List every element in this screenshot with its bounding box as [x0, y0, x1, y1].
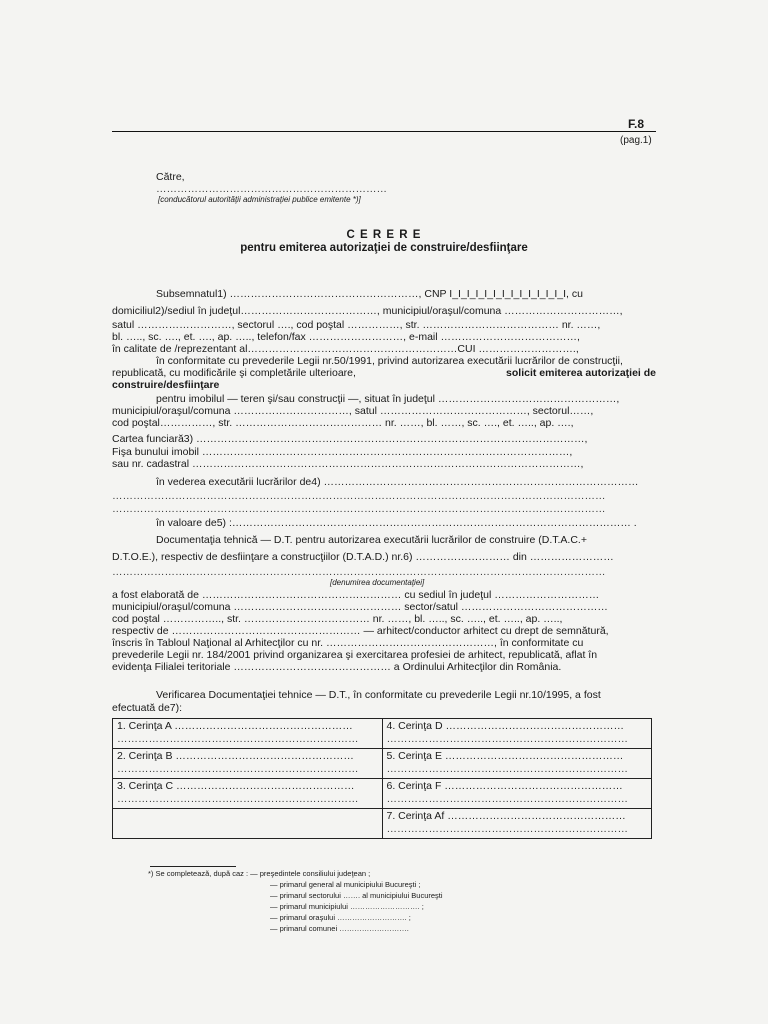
- footnote-line-3: — primarul sectorului ……. al municipiului Bucureşti: [270, 891, 443, 900]
- requirement-cell-d[interactable]: 4. Cerinţa D …………………………………………… ……………………………………………………………: [382, 719, 652, 749]
- footnote-line-4: — primarul municipiului ………………………. ;: [270, 902, 424, 911]
- requirement-cell-f[interactable]: 6. Cerinţa F …………………………………………… ……………………………………………………………: [382, 779, 652, 809]
- document-title: C E R E R E: [346, 229, 422, 241]
- to-label: Către,: [156, 171, 185, 183]
- works-continuation-1[interactable]: ……………………………………………………………………………………………………………………………: [112, 490, 606, 502]
- request-type: construire/desfiinţare: [112, 379, 220, 391]
- property-sheet-line[interactable]: Fişa bunului imobil ……………………………………………………………………………………………,: [112, 446, 573, 458]
- verification-by-label: efectuată de7):: [112, 702, 183, 714]
- footnote-line-1: *) Se completează, după caz : — preşedintele consiliului judeţean ;: [148, 869, 371, 878]
- to-authority-field[interactable]: …………………………………………………………: [156, 183, 387, 195]
- header-rule: [112, 131, 656, 132]
- law-reference-cont: [112, 367, 656, 379]
- to-caption: [conducătorul autorităţii administraţiei publice emitente *)]: [158, 195, 361, 204]
- applicant-line[interactable]: Subsemnatul1) ………………………………………………, CNP I_I_I_I_I_I_I_I_I_I_I_I_I_I, cu: [156, 288, 583, 300]
- representative-line[interactable]: în calitate de /reprezentant al……………………………………………………CUI ……………………….,: [112, 343, 579, 355]
- documentation-number-line[interactable]: D.T.O.E.), respectiv de desfiinţare a construcţiilor (D.T.A.D.) nr.6) ……………………… din ……………………: [112, 551, 614, 563]
- architect-branch-line[interactable]: evidenţa Filialei teritoriale ……………………………………… a Ordinului Arhitecţilor din România.: [112, 661, 562, 673]
- property-line[interactable]: pentru imobilul — teren şi/sau construcţii —, situat în judeţul ……………………………………………,: [156, 393, 620, 405]
- requirement-cell-c[interactable]: 3. Cerinţa C …………………………………………… ……………………………………………………………: [113, 779, 383, 809]
- law-reference-text: republicată, cu modificările şi completările ulterioare,: [112, 367, 356, 379]
- page-label: (pag.1): [620, 135, 652, 146]
- elaborated-by-line[interactable]: a fost elaborată de ………………………………………………… cu sediul în judeţul …………………………: [112, 589, 600, 601]
- elaborator-locality-line[interactable]: municipiul/oraşul/comuna ………………………………………… sector/satul ……………………………………: [112, 601, 608, 613]
- documentation-caption: [denumirea documentaţiei]: [330, 578, 425, 587]
- requirement-cell-af[interactable]: 7. Cerinţa Af …………………………………………… ……………………………………………………………: [382, 809, 652, 839]
- requirement-cell-empty: [113, 809, 383, 839]
- table-row: [113, 719, 652, 749]
- form-code: F.8: [628, 117, 645, 131]
- property-locality-line[interactable]: municipiul/oraşul/comuna ……………………………, satul ……………………………………, sectorul……,: [112, 405, 594, 417]
- works-line[interactable]: în vederea executării lucrărilor de4) ………………………………………………………………………………: [156, 476, 639, 488]
- works-continuation-2[interactable]: ……………………………………………………………………………………………………………………………: [112, 503, 606, 515]
- solicit-text: solicit emiterea autorizaţiei de: [506, 367, 656, 379]
- architect-law-line: prevederile Legii nr. 184/2001 privind organizarea şi exercitarea profesiei de arhitect, republicată, aflat în: [112, 649, 598, 661]
- documentation-name-field[interactable]: ……………………………………………………………………………………………………………………………: [112, 566, 606, 578]
- domicile-line[interactable]: domiciliul2)/sediul în judeţul…………………………………, municipiul/oraşul/comuna ……………………………,: [112, 305, 623, 317]
- footnote-line-6: — primarul comunei ……………………….: [270, 924, 409, 933]
- documentation-line: Documentaţia tehnică — D.T. pentru autorizarea executării lucrărilor de construire (D.T.A.C.+: [156, 534, 587, 546]
- table-row: [113, 779, 652, 809]
- architect-line[interactable]: respectiv de ……………………………………………… — arhitect/conductor arhitect cu drept de semnătură,: [112, 625, 609, 637]
- document-subtitle: pentru emiterea autorizaţiei de construire/desfiinţare: [240, 242, 528, 254]
- footnote-rule: [150, 866, 236, 867]
- value-line[interactable]: în valoare de5) :…………………………………………………………………………………………………… .: [156, 517, 637, 529]
- address-line-2[interactable]: bl. ….., sc. …., et. …., ap. ….., telefon/fax ………………………, e-mail …………………………………,: [112, 331, 580, 343]
- cadastral-line[interactable]: sau nr. cadastral …………………………………………………………………………………………………,: [112, 458, 584, 470]
- architect-registry-line[interactable]: înscris în Tabloul Naţional al Arhitecţilor cu nr. …………………………………………, în conformitate cu: [112, 637, 584, 649]
- footnote-line-2: — primarul general al municipiului Bucureşti ;: [270, 880, 421, 889]
- requirement-cell-b[interactable]: 2. Cerinţa B …………………………………………… ……………………………………………………………: [113, 749, 383, 779]
- table-row: [113, 809, 652, 839]
- address-line-1[interactable]: satul ………………………, sectorul …., cod poştal ……………, str. ………………………………… nr. ……,: [112, 319, 601, 331]
- elaborator-address-line[interactable]: cod poştal …………….., str. ……………………………… nr. ……, bl. ….., sc. ….., et. ….., ap. …..,: [112, 613, 563, 625]
- requirement-cell-a[interactable]: 1. Cerinţa A …………………………………………… ……………………………………………………………: [113, 719, 383, 749]
- property-address-line[interactable]: cod poştal……………, str. …………………………………… nr. ……, bl. ……, sc. …., et. ….., ap. ….,: [112, 417, 574, 429]
- verification-line: Verificarea Documentaţiei tehnice — D.T., în conformitate cu prevederile Legii nr.10/1995, a fost: [156, 689, 601, 701]
- footnote-line-5: — primarul oraşului ………………………. ;: [270, 913, 411, 922]
- law-reference-line: în conformitate cu prevederile Legii nr.50/1991, privind autorizarea executării lucrărilor de construcţii,: [156, 355, 623, 367]
- requirement-cell-e[interactable]: 5. Cerinţa E …………………………………………… ……………………………………………………………: [382, 749, 652, 779]
- land-book-line[interactable]: Cartea funciară3) …………………………………………………………………………………………………,: [112, 433, 588, 445]
- table-row: [113, 749, 652, 779]
- requirements-table: [112, 718, 652, 839]
